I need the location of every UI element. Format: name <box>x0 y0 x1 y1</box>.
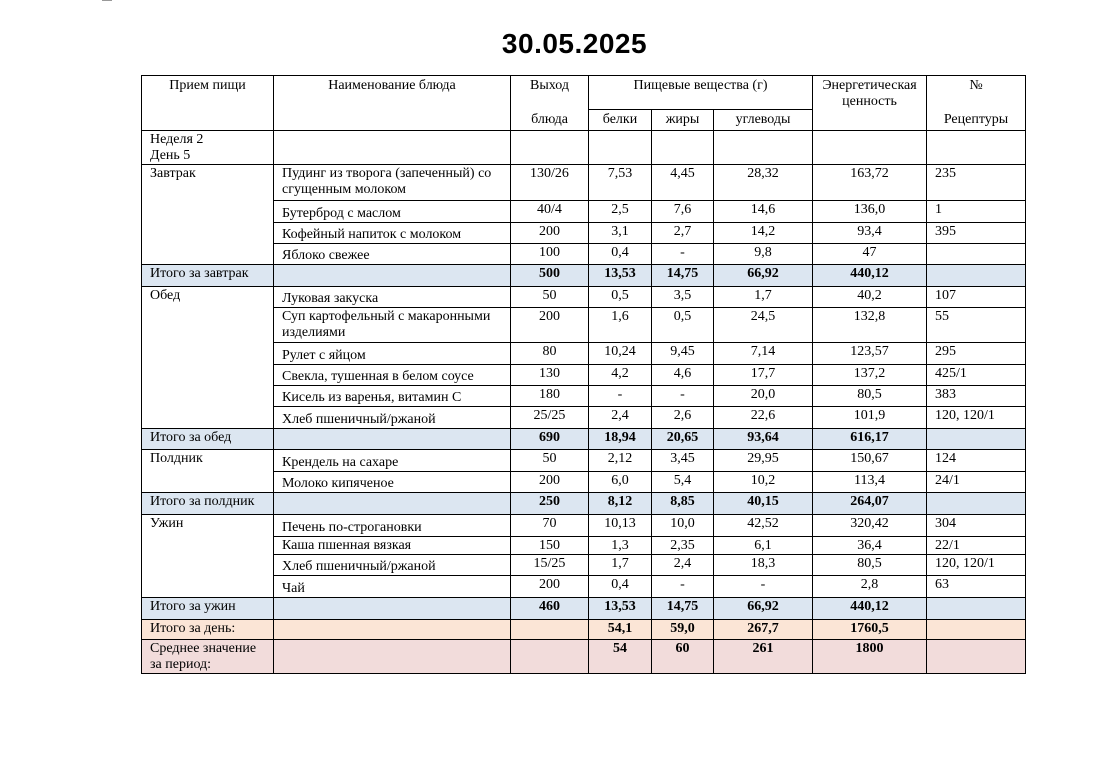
dish-energy: 132,8 <box>813 308 927 343</box>
period-average-protein: 54 <box>589 640 652 674</box>
dish-energy: 47 <box>813 244 927 265</box>
dish-recipe: 304 <box>927 515 1026 537</box>
dish-fat: - <box>652 244 714 265</box>
table-row <box>142 407 1026 429</box>
dish-energy: 101,9 <box>813 407 927 429</box>
menu-table <box>141 75 1026 674</box>
table-row <box>142 472 1026 493</box>
dish-yield: 200 <box>511 472 589 493</box>
dish-fat: 2,35 <box>652 537 714 555</box>
dish-energy: 2,8 <box>813 576 927 598</box>
dish-protein: 0,4 <box>589 576 652 598</box>
subtotal-row-lunch <box>142 429 1026 450</box>
dish-yield: 130/26 <box>511 165 589 201</box>
dish-carbs: 14,6 <box>714 201 813 223</box>
dish-recipe: 383 <box>927 386 1026 407</box>
day-total-fat: 59,0 <box>652 620 714 640</box>
table-row <box>142 555 1026 576</box>
dish-yield: 15/25 <box>511 555 589 576</box>
day-total-protein: 54,1 <box>589 620 652 640</box>
dish-yield: 130 <box>511 365 589 386</box>
dish-recipe: 295 <box>927 343 1026 365</box>
dish-fat: 0,5 <box>652 308 714 343</box>
header-recipe <box>927 76 1026 131</box>
header-protein: белки <box>589 110 652 131</box>
subtotal-row-snack <box>142 493 1026 515</box>
dish-name: Луковая закуска <box>274 287 511 308</box>
dish-fat: 3,45 <box>652 450 714 472</box>
day-total-row <box>142 620 1026 640</box>
dish-name: Хлеб пшеничный/ржаной <box>274 555 511 576</box>
dish-protein: 1,6 <box>589 308 652 343</box>
dish-name: Кофейный напиток с молоком <box>274 223 511 244</box>
dish-energy: 36,4 <box>813 537 927 555</box>
header-dish: Наименование блюда <box>274 76 511 131</box>
dish-recipe: 107 <box>927 287 1026 308</box>
dish-energy: 40,2 <box>813 287 927 308</box>
dish-carbs: 10,2 <box>714 472 813 493</box>
meal-label-snack: Полдник <box>142 450 274 493</box>
subtotal-yield: 250 <box>511 493 589 515</box>
dish-energy: 320,42 <box>813 515 927 537</box>
subtotal-yield: 690 <box>511 429 589 450</box>
dish-name: Молоко кипяченое <box>274 472 511 493</box>
header-carbs: углеводы <box>714 110 813 131</box>
dish-recipe: 63 <box>927 576 1026 598</box>
dish-fat: 4,45 <box>652 165 714 201</box>
subtotal-label: Итого за обед <box>142 429 274 450</box>
dish-carbs: - <box>714 576 813 598</box>
day-total-label: Итого за день: <box>142 620 274 640</box>
subtotal-protein: 8,12 <box>589 493 652 515</box>
week-day-cell <box>142 131 274 165</box>
period-average-line2: за период: <box>150 657 212 672</box>
subtotal-carbs: 93,64 <box>714 429 813 450</box>
header-nutrients: Пищевые вещества (г) <box>589 76 813 110</box>
dish-protein: 7,53 <box>589 165 652 201</box>
dish-carbs: 14,2 <box>714 223 813 244</box>
week-day-row <box>142 131 1026 165</box>
dish-name: Яблоко свежее <box>274 244 511 265</box>
dish-fat: 9,45 <box>652 343 714 365</box>
dish-energy: 123,57 <box>813 343 927 365</box>
subtotal-carbs: 66,92 <box>714 598 813 620</box>
subtotal-row-breakfast <box>142 265 1026 287</box>
dish-name: Хлеб пшеничный/ржаной <box>274 407 511 429</box>
header-row <box>142 76 1026 110</box>
table-row <box>142 576 1026 598</box>
dish-fat: 7,6 <box>652 201 714 223</box>
dish-yield: 180 <box>511 386 589 407</box>
dish-carbs: 28,32 <box>714 165 813 201</box>
dish-yield: 200 <box>511 576 589 598</box>
subtotal-protein: 13,53 <box>589 598 652 620</box>
dish-energy: 137,2 <box>813 365 927 386</box>
period-average-line1: Среднее значение <box>150 641 257 656</box>
dish-protein: 10,13 <box>589 515 652 537</box>
meal-label-dinner: Ужин <box>142 515 274 598</box>
dish-fat: 2,7 <box>652 223 714 244</box>
day-total-energy: 1760,5 <box>813 620 927 640</box>
period-average-carbs: 261 <box>714 640 813 674</box>
dish-recipe: 425/1 <box>927 365 1026 386</box>
dish-yield: 50 <box>511 450 589 472</box>
subtotal-energy: 440,12 <box>813 265 927 287</box>
dish-recipe: 24/1 <box>927 472 1026 493</box>
table-row <box>142 201 1026 223</box>
dish-name: Рулет с яйцом <box>274 343 511 365</box>
dish-yield: 100 <box>511 244 589 265</box>
table-row <box>142 165 1026 201</box>
dish-name: Печень по-строгановки <box>274 515 511 537</box>
dish-fat: 2,6 <box>652 407 714 429</box>
dish-protein: 2,5 <box>589 201 652 223</box>
period-average-row <box>142 640 1026 674</box>
subtotal-yield: 500 <box>511 265 589 287</box>
header-energy-line2: ценность <box>842 94 897 109</box>
dish-energy: 80,5 <box>813 386 927 407</box>
dish-name: Бутерброд с маслом <box>274 201 511 223</box>
dish-protein: 6,0 <box>589 472 652 493</box>
header-recipe-bottom: Рецептуры <box>943 112 1009 127</box>
header-recipe-top: № <box>969 78 983 93</box>
dish-protein: 0,5 <box>589 287 652 308</box>
subtotal-label: Итого за ужин <box>142 598 274 620</box>
header-energy-line1: Энергетическая <box>822 78 917 93</box>
dish-recipe: 124 <box>927 450 1026 472</box>
subtotal-protein: 18,94 <box>589 429 652 450</box>
dish-carbs: 22,6 <box>714 407 813 429</box>
day-total-carbs: 267,7 <box>714 620 813 640</box>
dish-name: Свекла, тушенная в белом соусе <box>274 365 511 386</box>
header-meal: Прием пищи <box>142 76 274 131</box>
dish-recipe: 120, 120/1 <box>927 555 1026 576</box>
dish-yield: 200 <box>511 223 589 244</box>
dish-protein: 1,3 <box>589 537 652 555</box>
table-row <box>142 537 1026 555</box>
dish-carbs: 20,0 <box>714 386 813 407</box>
dish-protein: 4,2 <box>589 365 652 386</box>
week-label: Неделя 2 <box>150 132 204 147</box>
table-row <box>142 450 1026 472</box>
table-row <box>142 343 1026 365</box>
dish-energy: 80,5 <box>813 555 927 576</box>
page-edge-mark <box>102 0 112 1</box>
dish-name: Суп картофельный с макаронными изделиями <box>274 308 511 343</box>
dish-yield: 80 <box>511 343 589 365</box>
dish-fat: 3,5 <box>652 287 714 308</box>
dish-yield: 40/4 <box>511 201 589 223</box>
subtotal-energy: 440,12 <box>813 598 927 620</box>
meal-label-lunch: Обед <box>142 287 274 429</box>
header-yield-bottom: блюда <box>531 112 568 127</box>
table-row <box>142 223 1026 244</box>
subtotal-energy: 264,07 <box>813 493 927 515</box>
page-title: 30.05.2025 <box>501 28 648 59</box>
dish-recipe: 235 <box>927 165 1026 201</box>
dish-yield: 200 <box>511 308 589 343</box>
subtotal-label: Итого за полдник <box>142 493 274 515</box>
subtotal-yield: 460 <box>511 598 589 620</box>
dish-energy: 136,0 <box>813 201 927 223</box>
dish-yield: 25/25 <box>511 407 589 429</box>
subtotal-label: Итого за завтрак <box>142 265 274 287</box>
dish-protein: - <box>589 386 652 407</box>
dish-protein: 10,24 <box>589 343 652 365</box>
header-yield-top: Выход <box>530 78 569 93</box>
dish-name: Каша пшенная вязкая <box>274 537 511 555</box>
subtotal-fat: 8,85 <box>652 493 714 515</box>
dish-recipe <box>927 244 1026 265</box>
dish-carbs: 42,52 <box>714 515 813 537</box>
header-yield <box>511 76 589 131</box>
dish-fat: - <box>652 576 714 598</box>
dish-fat: 10,0 <box>652 515 714 537</box>
dish-energy: 163,72 <box>813 165 927 201</box>
period-average-label <box>142 640 274 674</box>
subtotal-fat: 20,65 <box>652 429 714 450</box>
dish-protein: 0,4 <box>589 244 652 265</box>
dish-fat: 5,4 <box>652 472 714 493</box>
header-energy <box>813 76 927 131</box>
subtotal-fat: 14,75 <box>652 265 714 287</box>
dish-name: Пудинг из творога (запеченный) со сгущенным молоком <box>274 165 511 201</box>
dish-protein: 2,12 <box>589 450 652 472</box>
dish-carbs: 6,1 <box>714 537 813 555</box>
dish-carbs: 18,3 <box>714 555 813 576</box>
header-fat: жиры <box>652 110 714 131</box>
table-row <box>142 386 1026 407</box>
dish-name: Чай <box>274 576 511 598</box>
table-row <box>142 244 1026 265</box>
dish-carbs: 9,8 <box>714 244 813 265</box>
dish-recipe: 55 <box>927 308 1026 343</box>
dish-energy: 150,67 <box>813 450 927 472</box>
subtotal-row-dinner <box>142 598 1026 620</box>
dish-energy: 113,4 <box>813 472 927 493</box>
table-row <box>142 308 1026 343</box>
dish-carbs: 17,7 <box>714 365 813 386</box>
dish-yield: 70 <box>511 515 589 537</box>
dish-fat: - <box>652 386 714 407</box>
subtotal-carbs: 40,15 <box>714 493 813 515</box>
table-row <box>142 515 1026 537</box>
dish-fat: 2,4 <box>652 555 714 576</box>
dish-carbs: 24,5 <box>714 308 813 343</box>
dish-protein: 1,7 <box>589 555 652 576</box>
dish-recipe: 120, 120/1 <box>927 407 1026 429</box>
dish-name: Кисель из варенья, витамин С <box>274 386 511 407</box>
period-average-fat: 60 <box>652 640 714 674</box>
dish-recipe: 1 <box>927 201 1026 223</box>
table-body <box>142 76 1026 674</box>
dish-recipe: 395 <box>927 223 1026 244</box>
subtotal-carbs: 66,92 <box>714 265 813 287</box>
subtotal-energy: 616,17 <box>813 429 927 450</box>
dish-name: Крендель на сахаре <box>274 450 511 472</box>
subtotal-protein: 13,53 <box>589 265 652 287</box>
dish-energy: 93,4 <box>813 223 927 244</box>
dish-carbs: 29,95 <box>714 450 813 472</box>
dish-carbs: 1,7 <box>714 287 813 308</box>
dish-protein: 3,1 <box>589 223 652 244</box>
day-label: День 5 <box>150 148 191 163</box>
dish-recipe: 22/1 <box>927 537 1026 555</box>
table-row <box>142 365 1026 386</box>
subtotal-fat: 14,75 <box>652 598 714 620</box>
meal-label-breakfast: Завтрак <box>142 165 274 265</box>
dish-protein: 2,4 <box>589 407 652 429</box>
period-average-energy: 1800 <box>813 640 927 674</box>
table-row <box>142 287 1026 308</box>
dish-fat: 4,6 <box>652 365 714 386</box>
dish-yield: 50 <box>511 287 589 308</box>
dish-carbs: 7,14 <box>714 343 813 365</box>
dish-yield: 150 <box>511 537 589 555</box>
